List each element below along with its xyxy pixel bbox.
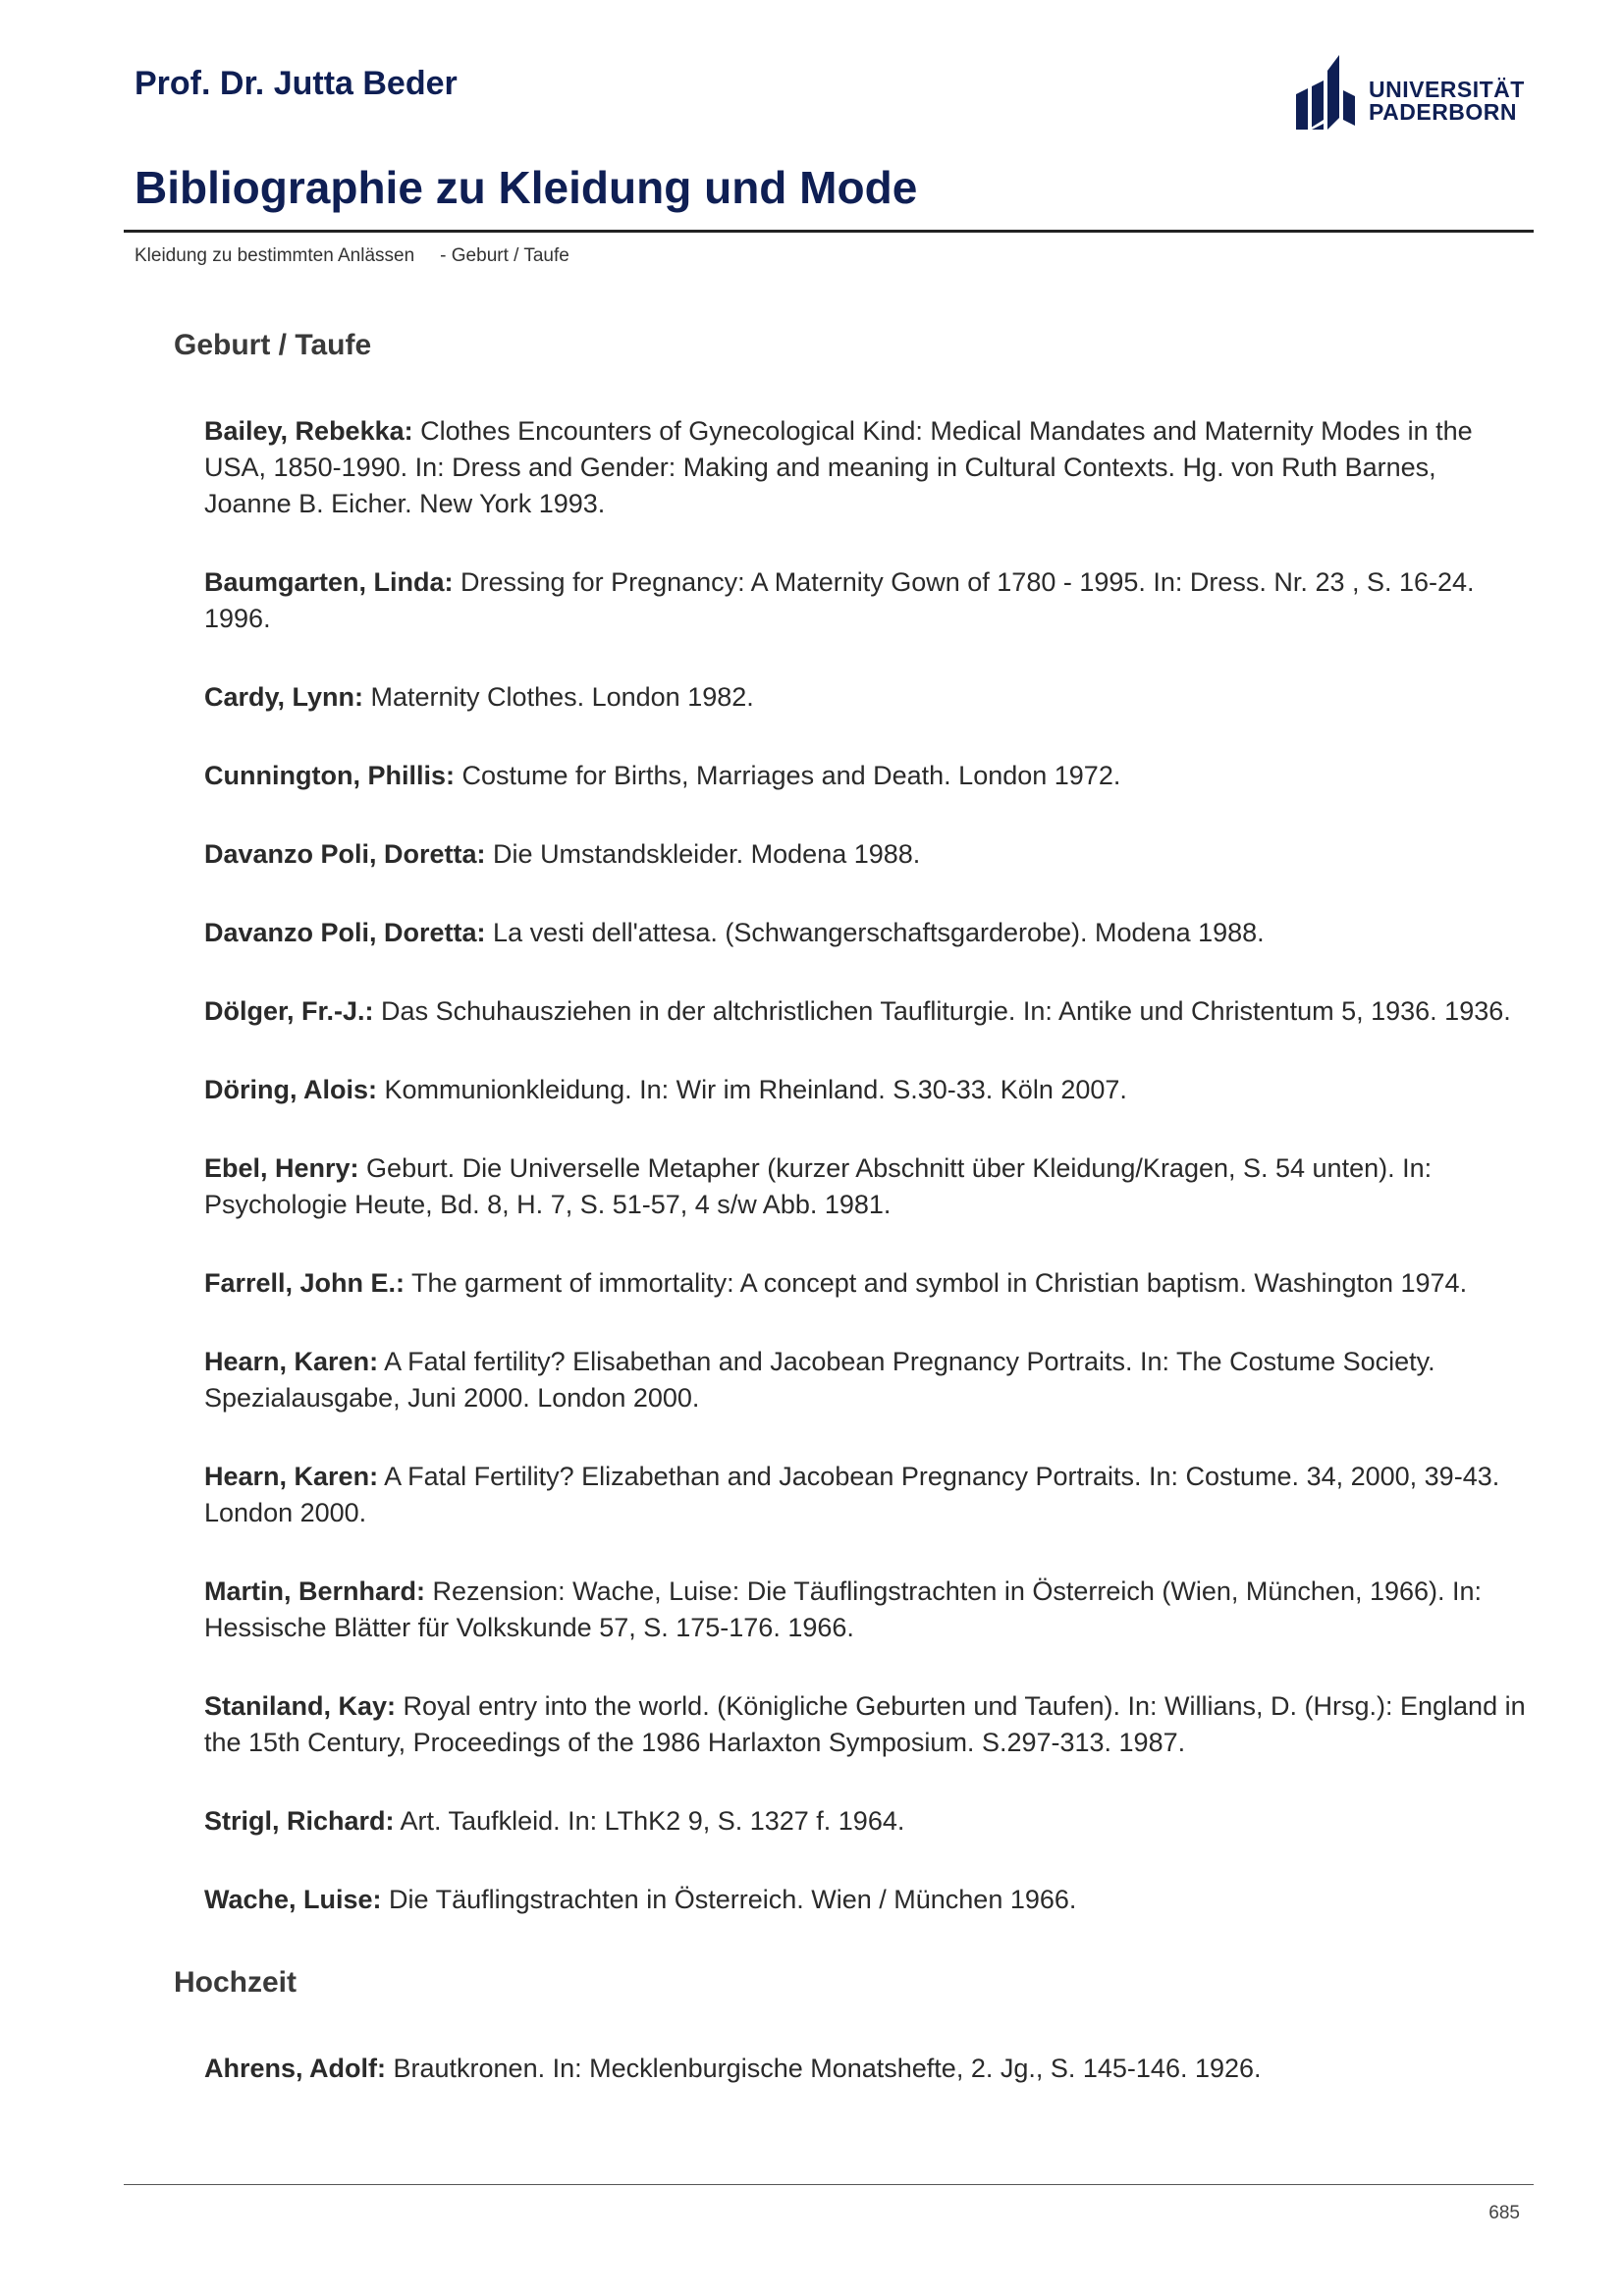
bibliography-entry <box>204 915 1530 951</box>
bibliography-entry <box>204 1072 1530 1108</box>
entry-author: Farrell, John E.: <box>204 1268 406 1298</box>
entry-text: Art. Taufkleid. In: LThK2 9, S. 1327 f. 1964. <box>394 1806 905 1836</box>
breadcrumb <box>135 245 569 267</box>
entry-text: La vesti dell'attesa. (Schwangerschaftsgarderobe). Modena 1988. <box>485 918 1265 947</box>
entry-author: Strigl, Richard: <box>204 1806 395 1836</box>
bibliography-entry <box>204 993 1530 1030</box>
bibliography-entry <box>204 1803 1530 1840</box>
entry-author: Ebel, Henry: <box>204 1153 359 1183</box>
bibliography-entry <box>204 1150 1530 1223</box>
entry-list <box>0 413 1623 1918</box>
entry-text: Die Täuflingstrachten in Österreich. Wien / München 1966. <box>381 1885 1077 1914</box>
entry-author: Martin, Bernhard: <box>204 1576 426 1606</box>
logo-text-line1: UNIVERSITÄT <box>1369 77 1525 102</box>
bibliography-entry <box>204 1574 1530 1646</box>
entry-text: Costume for Births, Marriages and Death. London 1972. <box>454 761 1121 790</box>
section-heading: Geburt / Taufe <box>174 329 372 361</box>
university-logo-text <box>1369 79 1525 124</box>
bibliography-entry <box>204 1265 1530 1302</box>
entry-text: Royal entry into the world. (Königliche Geburten und Taufen). In: Willians, D. (Hrsg.): England in the 15th Century, Proceedings of the 1986 Harlaxton Symposium. S.297-313. 1987. <box>204 1691 1526 1757</box>
bibliography-entry <box>204 564 1530 637</box>
logo-text-line2: PADERBORN <box>1369 99 1518 125</box>
bibliography-entry <box>204 679 1530 716</box>
entry-text: Clothes Encounters of Gynecological Kind: Medical Mandates and Maternity Modes in the USA, 1850-1990. In: Dress and Gender: Making and meaning in Cultural Contexts. Hg. von Ruth Barnes, Joanne B. Eicher. New York 1993. <box>204 416 1473 518</box>
header-divider <box>124 230 1534 233</box>
entry-text: Geburt. Die Universelle Metapher (kurzer Abschnitt über Kleidung/Kragen, S. 54 unten). In: Psychologie Heute, Bd. 8, H. 7, S. 51-57, 4 s/w Abb. 1981. <box>204 1153 1433 1219</box>
entry-author: Ahrens, Adolf: <box>204 2054 386 2083</box>
bibliography-entry <box>204 1459 1530 1531</box>
entry-author: Wache, Luise: <box>204 1885 382 1914</box>
bibliography-entry <box>204 1688 1530 1761</box>
entry-author: Cardy, Lynn: <box>204 682 364 712</box>
entry-text: Brautkronen. In: Mecklenburgische Monatshefte, 2. Jg., S. 145-146. 1926. <box>386 2054 1262 2083</box>
entry-text: Kommunionkleidung. In: Wir im Rheinland. S.30-33. Köln 2007. <box>377 1075 1127 1104</box>
section-heading: Hochzeit <box>174 1966 298 1999</box>
entry-author: Hearn, Karen: <box>204 1347 379 1376</box>
entry-author: Hearn, Karen: <box>204 1462 379 1491</box>
entry-text: A Fatal Fertility? Elizabethan and Jacobean Pregnancy Portraits. In: Costume. 34, 2000, 39-43. London 2000. <box>204 1462 1500 1527</box>
entry-author: Davanzo Poli, Doretta: <box>204 839 486 869</box>
entry-text: A Fatal fertility? Elisabethan and Jacobean Pregnancy Portraits. In: The Costume Society. Spezialausgabe, Juni 2000. London 2000. <box>204 1347 1435 1413</box>
bibliography-entry <box>204 758 1530 794</box>
entry-author: Staniland, Kay: <box>204 1691 397 1721</box>
bibliography-entry <box>204 413 1530 522</box>
university-logo <box>1294 51 1530 133</box>
entry-text: Rezension: Wache, Luise: Die Täuflingstrachten in Österreich (Wien, München, 1966). In: Hessische Blätter für Volkskunde 57, S. 175-176. 1966. <box>204 1576 1483 1642</box>
entry-author: Bailey, Rebekka: <box>204 416 413 446</box>
document-author: Prof. Dr. Jutta Beder <box>135 65 458 102</box>
breadcrumb-category: Kleidung zu bestimmten Anlässen <box>135 245 415 266</box>
bibliography-entry <box>204 836 1530 873</box>
entry-author: Davanzo Poli, Doretta: <box>204 918 486 947</box>
entry-text: The garment of immortality: A concept and symbol in Christian baptism. Washington 1974. <box>405 1268 1468 1298</box>
entry-author: Döring, Alois: <box>204 1075 377 1104</box>
entry-author: Baumgarten, Linda: <box>204 567 454 597</box>
bibliography-entry <box>204 1882 1530 1918</box>
bibliography-entry <box>204 2051 1530 2087</box>
entry-author: Dölger, Fr.-J.: <box>204 996 374 1026</box>
university-logo-icon <box>1294 51 1365 130</box>
bibliography-entry <box>204 1344 1530 1416</box>
entry-author: Cunnington, Phillis: <box>204 761 455 790</box>
breadcrumb-subcategory: - Geburt / Taufe <box>440 245 569 266</box>
bibliography-content <box>0 324 1623 2087</box>
entry-text: Dressing for Pregnancy: A Maternity Gown of 1780 - 1995. In: Dress. Nr. 23 , S. 16-24. 1996. <box>204 567 1475 633</box>
section-geburt-taufe <box>0 324 1623 1918</box>
entry-text: Maternity Clothes. London 1982. <box>363 682 754 712</box>
entry-text: Die Umstandskleider. Modena 1988. <box>485 839 921 869</box>
entry-list <box>0 2051 1623 2087</box>
page-number: 685 <box>1488 2203 1520 2223</box>
entry-text: Das Schuhausziehen in der altchristlichen Taufliturgie. In: Antike und Christentum 5, 1936. 1936. <box>373 996 1511 1026</box>
footer-divider <box>124 2184 1534 2185</box>
document-title: Bibliographie zu Kleidung und Mode <box>135 162 918 213</box>
section-hochzeit <box>0 1961 1623 2087</box>
